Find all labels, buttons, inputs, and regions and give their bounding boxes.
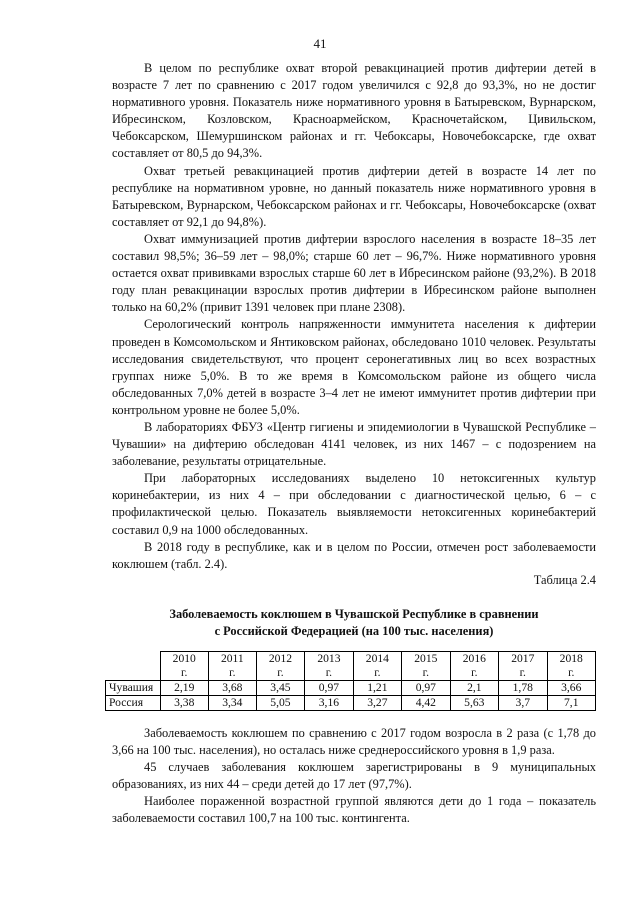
paragraph: 45 случаев заболевания коклюшем зарегистрированы в 9 муниципальных образованиях, из них 44 – среди детей до 17 лет (97,7%). [112, 760, 596, 792]
region-cell: Россия [106, 696, 161, 711]
table-row [106, 681, 596, 696]
page-number: 41 [313, 36, 327, 51]
value-cell: 3,27 [353, 696, 401, 711]
value-cell: 2,19 [160, 681, 208, 696]
value-cell: 4,42 [402, 696, 450, 711]
paragraph: Наиболее пораженной возрастной группой являются дети до 1 года – показатель заболеваемости составил 100,7 на 100 тыс. контингента. [112, 794, 596, 826]
paragraph: В лабораториях ФБУЗ «Центр гигиены и эпидемиологии в Чувашской Республике – Чувашии» на дифтерию обследован 4141 человек, из них 1467 – с подозрением на заболевание, результаты отрицательные. [112, 419, 596, 469]
paragraph: Охват третьей ревакцинацией против дифтерии детей в возрасте 14 лет по республике на нормативном уровне, но данный показатель ниже нормативного уровня в Батыревском, Вурнарском, Чебоксарском районах и гг. Чебоксары, Новочебоксарске (охват составляет от 92,1 до 94,8%). [112, 163, 596, 229]
year-header: 2016 г. [450, 652, 498, 681]
paragraph: В целом по республике охват второй ревакцинацией против дифтерии детей в возрасте 7 лет по сравнению с 2017 годом увеличился с 92,8 до 93,3%, но не достиг нормативного уровня. Показатель ниже нормативного уровня в Батыревском, Вурнарском, Ибресинском, Козловском, Красноармейском, Красночетайском, Цивильском, Чебоксарском, Шемуршинском районах и гг. Чебоксары, Новочебоксарске, где охват составляет от 80,5 до 94,3%. [112, 61, 596, 161]
value-cell: 3,16 [305, 696, 353, 711]
value-cell: 3,34 [208, 696, 256, 711]
after-table-text [112, 725, 596, 828]
table-label: Таблица 2.4 [533, 573, 596, 587]
value-cell: 5,05 [256, 696, 304, 711]
year-header: 2014 г. [353, 652, 401, 681]
body-text [112, 60, 596, 573]
year-header: 2013 г. [305, 652, 353, 681]
value-cell: 3,45 [256, 681, 304, 696]
table-header-row [106, 652, 596, 681]
table-title [112, 606, 596, 640]
paragraph: Серологический контроль напряженности иммунитета населения к дифтерии проведен в Комсомольском и Янтиковском районах, обследовано 1010 человек. Результаты исследования свидетельствуют, что процент серонегативных лиц во всех возрастных группах ниже 5,0%. В то же время в Комсомольском районе из общего числа обследованных 7,0% детей в возрасте 3–4 лет не имеют иммунитет против дифтерии при контрольном уровне не более 5,0%. [112, 317, 596, 417]
table-title-line: с Российской Федерацией (на 100 тыс. населения) [214, 624, 494, 638]
table-corner-cell [106, 652, 161, 681]
year-header: 2015 г. [402, 652, 450, 681]
value-cell: 1,78 [499, 681, 547, 696]
value-cell: 2,1 [450, 681, 498, 696]
value-cell: 3,66 [547, 681, 595, 696]
paragraph: При лабораторных исследованиях выделено 10 нетоксигенных культур коринебактерии, из них 4 – при обследовании с диагностической целью, 6 – с профилактической целью. Показатель выявляемости нетоксигенных коринебактерий составил 0,9 на 1000 обследованных. [112, 471, 596, 537]
value-cell: 1,21 [353, 681, 401, 696]
value-cell: 7,1 [547, 696, 595, 711]
value-cell: 0,97 [402, 681, 450, 696]
year-header: 2018 г. [547, 652, 595, 681]
table-row [106, 696, 596, 711]
value-cell: 3,38 [160, 696, 208, 711]
paragraph: В 2018 году в республике, как и в целом по России, отмечен рост заболеваемости коклюшем (табл. 2.4). [112, 539, 596, 571]
paragraph: Заболеваемость коклюшем по сравнению с 2017 годом возросла в 2 раза (с 1,78 до 3,66 на 100 тыс. населения), но осталась ниже среднероссийского уровня в 1,9 раза. [112, 726, 596, 758]
region-cell: Чувашия [106, 681, 161, 696]
value-cell: 0,97 [305, 681, 353, 696]
paragraph: Охват иммунизацией против дифтерии взрослого населения в возрасте 18–35 лет составил 98,5%; 36–59 лет – 98,0%; старше 60 лет – 96,7%. Ниже нормативного уровня остается охват прививками взрослых старше 60 лет в Ибресинском районе (93,2%). В 2018 году план ревакцинации взрослых против дифтерии в Ибресинском районе выполнен только на 60,2% (привит 1391 человек при плане 2308). [112, 231, 596, 315]
year-header: 2017 г. [499, 652, 547, 681]
value-cell: 3,7 [499, 696, 547, 711]
pertussis-table [105, 651, 596, 711]
year-header: 2012 г. [256, 652, 304, 681]
value-cell: 5,63 [450, 696, 498, 711]
year-header: 2010 г. [160, 652, 208, 681]
table-title-line: Заболеваемость коклюшем в Чувашской Республике в сравнении [169, 607, 539, 621]
year-header: 2011 г. [208, 652, 256, 681]
value-cell: 3,68 [208, 681, 256, 696]
